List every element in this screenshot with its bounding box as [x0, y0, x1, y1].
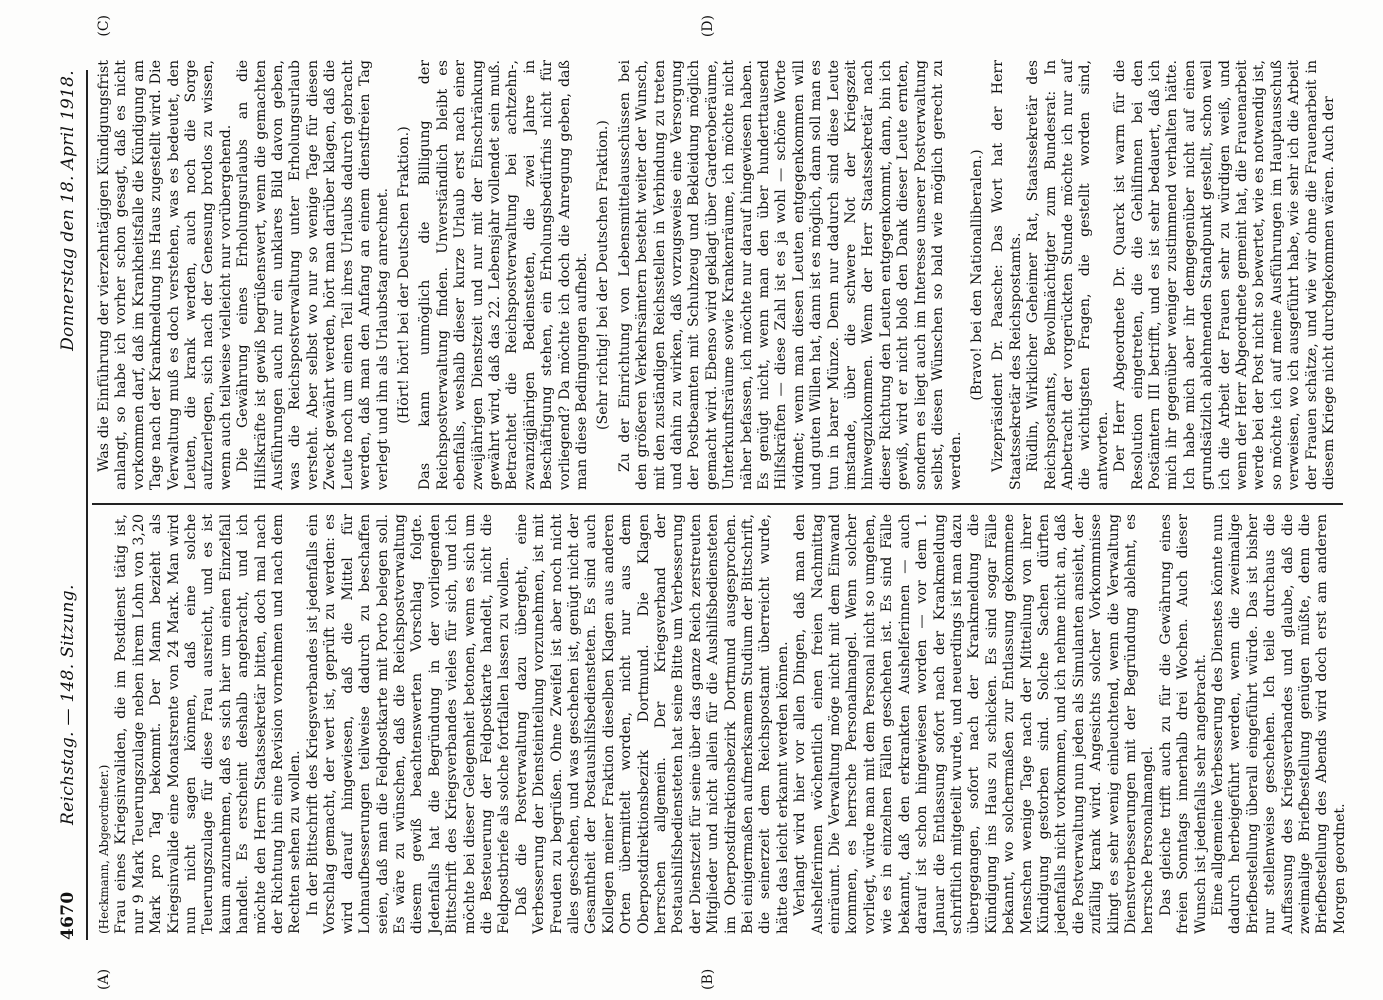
right-column — [96, 60, 1338, 490]
left-column — [96, 514, 1349, 934]
paragraph: Die Gewährung eines Erholungsurlaubs an die Hilfskräfte ist gewiß begrüßenswert, wenn die gemachten Ausführungen auch nur ein unklares Bild davon geben, was die Reichspostverwaltung unter Erholungsurlaub versteht. Aber selbst wo nur so wenige Tage für diesen Zweck gewährt werden, hört man darüber klagen, daß die Leute noch um einen Teil ihres Urlaubs dadurch gebracht werden, daß man den Anfang an einem dienstfreien Tag verlegt und ihn als Urlaubstag anrechnet. — [235, 60, 391, 490]
paragraph: Rüdlin, Wirklicher Geheimer Rat, Staatssekretär des Reichspostamts, Bevollmächtigter zum Bundesrat: In Anbetracht der vorgerückten Stunde möchte ich nur auf die wichtigsten Fragen, die gestellt worden sind, antworten. — [1025, 60, 1111, 490]
paragraph: Der Herr Abgeordnete Dr. Quarck ist warm für die Resolution eingetreten, die die Gehilfinnen bei den Postämtern III betrifft, und es ist sehr bedauert, daß ich mich ihr gegenüber weniger zustimmend verhalten hätte. Ich habe mich aber ihr demgegenüber nicht auf einen grundsätzlich ablehnenden Standpunkt gestellt, schon weil ich die Arbeit der Frauen sehr zu würdigen weiß, und wenn der Herr Abgeordnete gemeint hat, die Frauenarbeit werde bei der Post nicht so bewertet, wie es notwendig ist, so möchte ich auf meine Ausführungen im Hauptausschuß verweisen, wo ich ausgeführt habe, wie sehr ich die Arbeit der Frauen schätze, und wie wir ohne die Frauenarbeit in diesem Kriege nicht durchgekommen wären. Auch der — [1112, 60, 1338, 490]
page-number: 4670 — [58, 891, 78, 940]
interjection: (Sehr richtig! bei der Deutschen Fraktion.) — [595, 120, 612, 430]
margin-marker-d: (D) — [700, 15, 716, 38]
paragraph: Daß die Postverwaltung dazu übergeht, eine Verbesserung der Diensteinteilung vorzunehmen, ist mit Freuden zu begrüßen. Ohne Zweifel ist aber noch nicht alles geschehen, und was geschehen ist, genügt nicht der Gesamtheit der Postaushilfsbediensteten. Es sind auch Kollegen meiner Fraktion dieselben Klagen aus anderen Orten übermittelt worden, nicht nur aus dem Oberpostdirektionsbezirk Dortmund. Die Klagen herrschen allgemein. Der Kriegsverband der Postaushilfsbediensteten hat seine Bitte um Verbesserung der Dienstzeit für seine über das ganze Reich zerstreuten Mitglieder und nicht allein für die Aushilfsbediensteten im Oberpostdirektionsbezirk Dortmund ausgesprochen. Bei einigermaßen aufmerksamem Studium der Bittschrift, die seinerzeit dem Reichspostamt überreicht wurde, hätte das leicht erkannt werden können. — [513, 514, 791, 934]
column-divider — [92, 503, 1343, 505]
paragraph: Frau eines Kriegsinvaliden, die im Postdienst tätig ist, nur 9 Mark Teuerungszulage neben ihrem Lohn von 3,20 Mark pro Tag bekommt. Der Mann bezieht als Kriegsinvalide eine Monatsrente von 24 Mark. Man wird nun nicht sagen können, daß eine solche Teuerungszulage für diese Frau ausreicht, und es ist kaum anzunehmen, daß es sich hier um einen Einzelfall handelt. Es erscheint deshalb angebracht, und ich möchte den Herrn Staatssekretär bitten, doch mal nach der Richtung hin eine Revision vornehmen und nach dem Rechten sehen zu wollen. — [113, 514, 304, 934]
paragraph: Eine allgemeine Verbesserung des Dienstes könnte nun dadurch herbeigeführt werden, wenn die zweimalige Briefbestellung überall eingeführt würde. Das ist bisher nur stellenweise geschehen. Ich teile durchaus die Auffassung des Kriegsverbandes und glaube, daß die zweimalige Briefbestellung genügen müßte, denn die Briefbestellung des Abends wird doch erst am anderen Morgen geordnet. — [1210, 514, 1348, 934]
speaker-note: (Heckmann, Abgeordneter.) — [97, 764, 111, 934]
page-header — [58, 70, 84, 940]
interjection: (Bravo! bei den Nationalliberalen.) — [968, 149, 985, 401]
margin-marker-c: (C) — [96, 15, 112, 37]
paragraph: Zu der Einrichtung von Lebensmittelausschüssen bei den größeren Verkehrsämtern besteht weiter der Wunsch, mit den zuständigen Reichsstellen in Verbindung zu treten und dahin zu wirken, daß vorzugsweise eine Versorgung der Postbeamten mit Schuhzeug und Bekleidung möglich gemacht wird. Ebenso wird geklagt über Garderoberäume, Unterkunftsräume sowie Krankenräume, ich möchte nicht näher befassen, ich möchte nur darauf hingewiesen haben. Es genügt nicht, wenn man den über hunderttausend Hilfskräften — diese Zahl ist es ja wohl — schöne Worte widmet; wenn man diesen Leuten entgegenkommen will und guten Willen hat, dann ist es möglich, dann soll man es tun in barer Münze. Denn nur dadurch sind diese Leute imstande, über die schwere Not der Kriegszeit hinwegzukommen. Wenn der Herr Staatssekretär nach dieser Richtung den Leuten entgegenkommt, dann, bin ich gewiß, wird er nicht bloß den Dank dieser Leute ernten, sondern es liegt auch im Interesse unserer Postverwaltung selbst, diesen Wünschen so bald wie möglich gerecht zu werden. — [616, 60, 964, 490]
paragraph: Verlangt wird hier vor allen Dingen, daß man den Aushelferinnen wöchentlich einen freien Nachmittag einräumt. Die Verwaltung möge nicht mit dem Einwand kommen, es herrsche Personalmangel. Wenn solcher vorliegt, würde man mit dem Personal nicht so umgehen, wie es in einzelnen Fällen geschehen ist. Es sind Fälle bekannt, daß den erkrankten Aushelferinnen — auch darauf ist schon hingewiesen worden — vor dem 1. Januar die Entlassung sofort nach der Krankmeldung schriftlich mitgeteilt wurde, und neuerdings ist man dazu übergegangen, sofort nach der Krankmeldung die Kündigung ins Haus zu schicken. Es sind sogar Fälle bekannt, wo solchermaßen zur Entlassung gekommene Menschen wenige Tage nach der Mitteilung von ihrer Kündigung gestorben sind. Solche Sachen dürften jedenfalls nicht vorkommen, und ich nehme nicht an, daß die Postverwaltung nun jeden als Simulanten ansieht, der zufällig krank wird. Angesichts solcher Vorkommnisse klingt es sehr wenig einleuchtend, wenn die Verwaltung Dienstverbesserungen mit der Begründung ablehnt, es herrsche Personalmangel. — [792, 514, 1157, 934]
interjection: (Hört! hört! bei der Deutschen Fraktion.) — [395, 126, 412, 424]
session-date: Donnerstag den 18. April 1918. — [58, 70, 78, 351]
paragraph: In der Bittschrift des Kriegsverbandes ist jedenfalls ein Vorschlag gemacht, der wert ist, geprüft zu werden: es wird darauf hingewiesen, daß die Mittel für Lohnaufbesserungen teilweise dadurch zu beschaffen seien, daß man die Feldpostkarte mit Porto belegen soll. Es wäre zu wünschen, daß die Reichspostverwaltung diesem gewiß beachtenswerten Vorschlag folgte. Jedenfalls hat die Begründung in der vorliegenden Bittschrift des Kriegsverbandes vieles für sich, und ich möchte bei dieser Gelegenheit betonen, wenn es sich um die Besteuerung der Feldpostkarte handelt, nicht die Feldpostbriefe als solche fortfallen lassen zu wollen. — [304, 514, 513, 934]
margin-marker-a: (A) — [96, 968, 112, 990]
paragraph: Das kann unmöglich die Billigung der Reichspostverwaltung finden. Unverständlich bleibt es ebenfalls, weshalb dieser kurze Urlaub erst nach einer zweijährigen Dienstzeit und nur mit der Einschränkung gewährt wird, daß das 22. Lebensjahr vollendet sein muß. Betrachtet die Reichspostverwaltung bei achtzehn-, zwanzigjährigen Bediensteten, die zwei Jahre in Beschäftigung stehen, ein Erholungsbedürfnis nicht für vorliegend? Da möchte ich doch die Anregung geben, daß man diese Bedingungen aufhebt. — [417, 60, 590, 490]
paragraph: Vizepräsident Dr. Paasche: Das Wort hat der Herr Staatssekretär des Reichspostamts. — [990, 60, 1024, 490]
header-rule — [86, 70, 88, 940]
paragraph: Das gleiche trifft auch zu für die Gewährung eines freien Sonntags innerhalb drei Wochen. Auch dieser Wunsch ist jedenfalls sehr angebracht. — [1157, 514, 1209, 934]
paragraph: Was die Einführung der vierzehntägigen Kündigungsfrist anlangt, so habe ich vorher schon gesagt, daß es nicht vorkommen darf, daß im Krankheitsfalle die Kündigung am Tage nach der Krankmeldung ins Haus zugestellt wird. Die Verwaltung muß es doch verstehen, was es bedeutet, den Leuten, die krank werden, auch noch die Sorge aufzuerlegen, sich nach der Genesung brotlos zu wissen, wenn auch teilweise vielleicht nur vorübergehend. — [96, 60, 234, 490]
session-title: Reichstag. — 148. Sitzung. — [58, 584, 78, 825]
margin-marker-b: (B) — [700, 968, 716, 990]
